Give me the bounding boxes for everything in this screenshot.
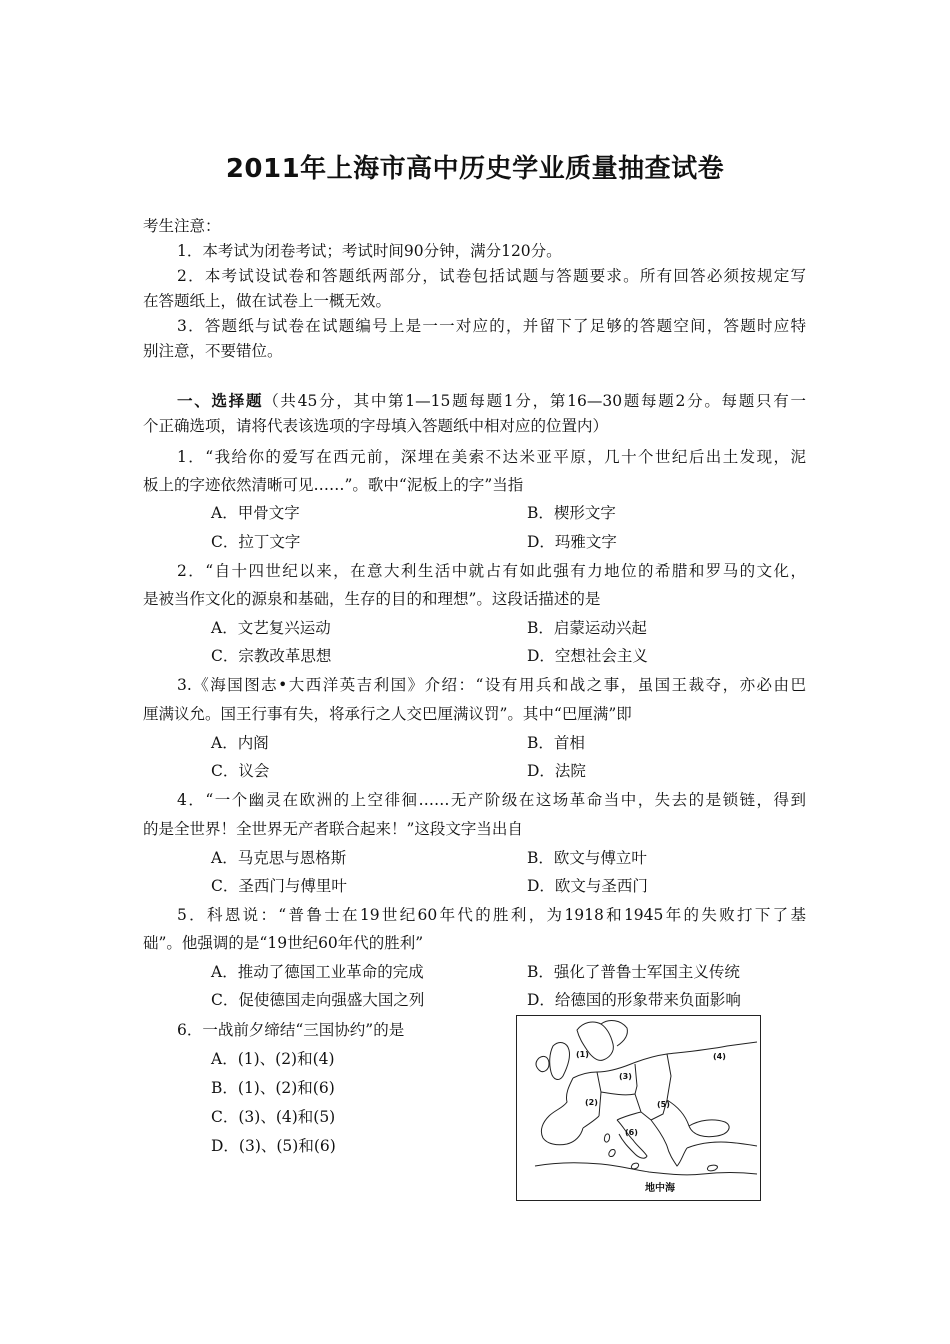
- question-5-option-b: B．强化了普鲁士军国主义传统: [527, 963, 740, 981]
- question-4-option-c: C．圣西门与傅里叶: [211, 877, 347, 895]
- question-6-option-a: A．(1)、(2)和(4): [211, 1050, 335, 1068]
- question-1-option-a: A．甲骨文字: [211, 504, 300, 522]
- question-4-line-2: 的是全世界！全世界无产者联合起来！”这段文字当出自: [143, 820, 523, 838]
- question-2-line-1: 2．“自十四世纪以来，在意大利生活中就占有如此强有力地位的希腊和罗马的文化，: [177, 562, 806, 580]
- question-1-option-c: C．拉丁文字: [211, 533, 301, 551]
- notice-item-3: 3．答题纸与试卷在试题编号上是一一对应的，并留下了足够的答题空间，答题时应特: [177, 317, 806, 335]
- question-2-line-2: 是被当作文化的源泉和基础，生存的目的和理想”。这段话描述的是: [143, 590, 601, 608]
- question-2-option-d: D．空想社会主义: [527, 647, 648, 665]
- question-6-option-d: D．(3)、(5)和(6): [211, 1137, 336, 1155]
- page-title: 2011年上海市高中历史学业质量抽查试卷: [225, 154, 725, 184]
- question-4-option-d: D．欧文与圣西门: [527, 877, 648, 895]
- map-label-5: (5): [657, 1100, 670, 1109]
- section-title: 一、选择题: [177, 391, 264, 410]
- section-desc-2: 个正确选项，请将代表该选项的字母填入答题纸中相对应的位置内）: [143, 417, 609, 435]
- map-label-6: (6): [625, 1128, 638, 1137]
- question-1-option-d: D．玛雅文字: [527, 533, 617, 551]
- map-label-3: (3): [619, 1072, 632, 1081]
- question-3-option-c: C．议会: [211, 762, 270, 780]
- notice-item-2: 2．本考试设试卷和答题纸两部分，试卷包括试题与答题要求。所有回答必须按规定写: [177, 267, 806, 285]
- question-5-option-d: D．给德国的形象带来负面影响: [527, 991, 741, 1009]
- map-label-4: (4): [713, 1052, 726, 1061]
- question-3-option-a: A．内阁: [211, 734, 269, 752]
- notice-heading: 考生注意：: [143, 217, 221, 235]
- question-2-option-b: B．启蒙运动兴起: [527, 619, 647, 637]
- question-4-option-a: A．马克思与恩格斯: [211, 849, 347, 867]
- question-4-line-1: 4．“一个幽灵在欧洲的上空徘徊……无产阶级在这场革命当中，失去的是锁链，得到: [177, 791, 806, 809]
- question-5-line-1: 5．科恩说：“普鲁士在19世纪60年代的胜利，为1918和1945年的失败打下了基: [177, 906, 806, 924]
- question-3-option-b: B．首相: [527, 734, 585, 752]
- notice-item-3-cont: 别注意，不要错位。: [143, 342, 283, 360]
- question-5-option-a: A．推动了德国工业革命的完成: [211, 963, 424, 981]
- europe-map-drawing: [517, 1016, 759, 1199]
- question-5-line-2: 础”。他强调的是“19世纪60年代的胜利”: [143, 934, 424, 952]
- question-1-line-2: 板上的字迹依然清晰可见……”。歌中“泥板上的字”当指: [143, 476, 524, 494]
- question-2-option-a: A．文艺复兴运动: [211, 619, 331, 637]
- question-2-option-c: C．宗教改革思想: [211, 647, 332, 665]
- question-6-line-1: 6．一战前夕缔结“三国协约”的是: [177, 1021, 405, 1039]
- question-3-line-1: 3.《海国图志•大西洋英吉利国》介绍：“设有用兵和战之事，虽国王裁夺，亦必由巴: [177, 676, 806, 694]
- notice-item-1: 1．本考试为闭卷考试；考试时间90分钟，满分120分。: [177, 242, 562, 260]
- question-1-line-1: 1．“我给你的爱写在西元前，深埋在美索不达米亚平原，几十个世纪后出土发现，泥: [177, 448, 806, 466]
- question-6-option-b: B．(1)、(2)和(6): [211, 1079, 335, 1097]
- question-3-option-d: D．法院: [527, 762, 586, 780]
- question-4-option-b: B．欧文与傅立叶: [527, 849, 647, 867]
- map-sea-label: 地中海: [645, 1183, 675, 1194]
- notice-item-2-cont: 在答题纸上，做在试卷上一概无效。: [143, 292, 392, 310]
- section-heading: [177, 391, 806, 411]
- question-1-option-b: B．楔形文字: [527, 504, 616, 522]
- map-label-1: (1): [576, 1050, 589, 1059]
- question-3-line-2: 厘满议允。国王行事有失，将承行之人交巴厘满议罚”。其中“巴厘满”即: [143, 705, 632, 723]
- section-desc-1: （共45分，其中第1—15题每题1分，第16—30题每题2分。每题只有一: [263, 392, 806, 410]
- question-5-option-c: C．促使德国走向强盛大国之列: [211, 991, 425, 1009]
- map-label-2: (2): [585, 1098, 598, 1107]
- europe-map: [516, 1015, 761, 1201]
- question-6-option-c: C．(3)、(4)和(5): [211, 1108, 336, 1126]
